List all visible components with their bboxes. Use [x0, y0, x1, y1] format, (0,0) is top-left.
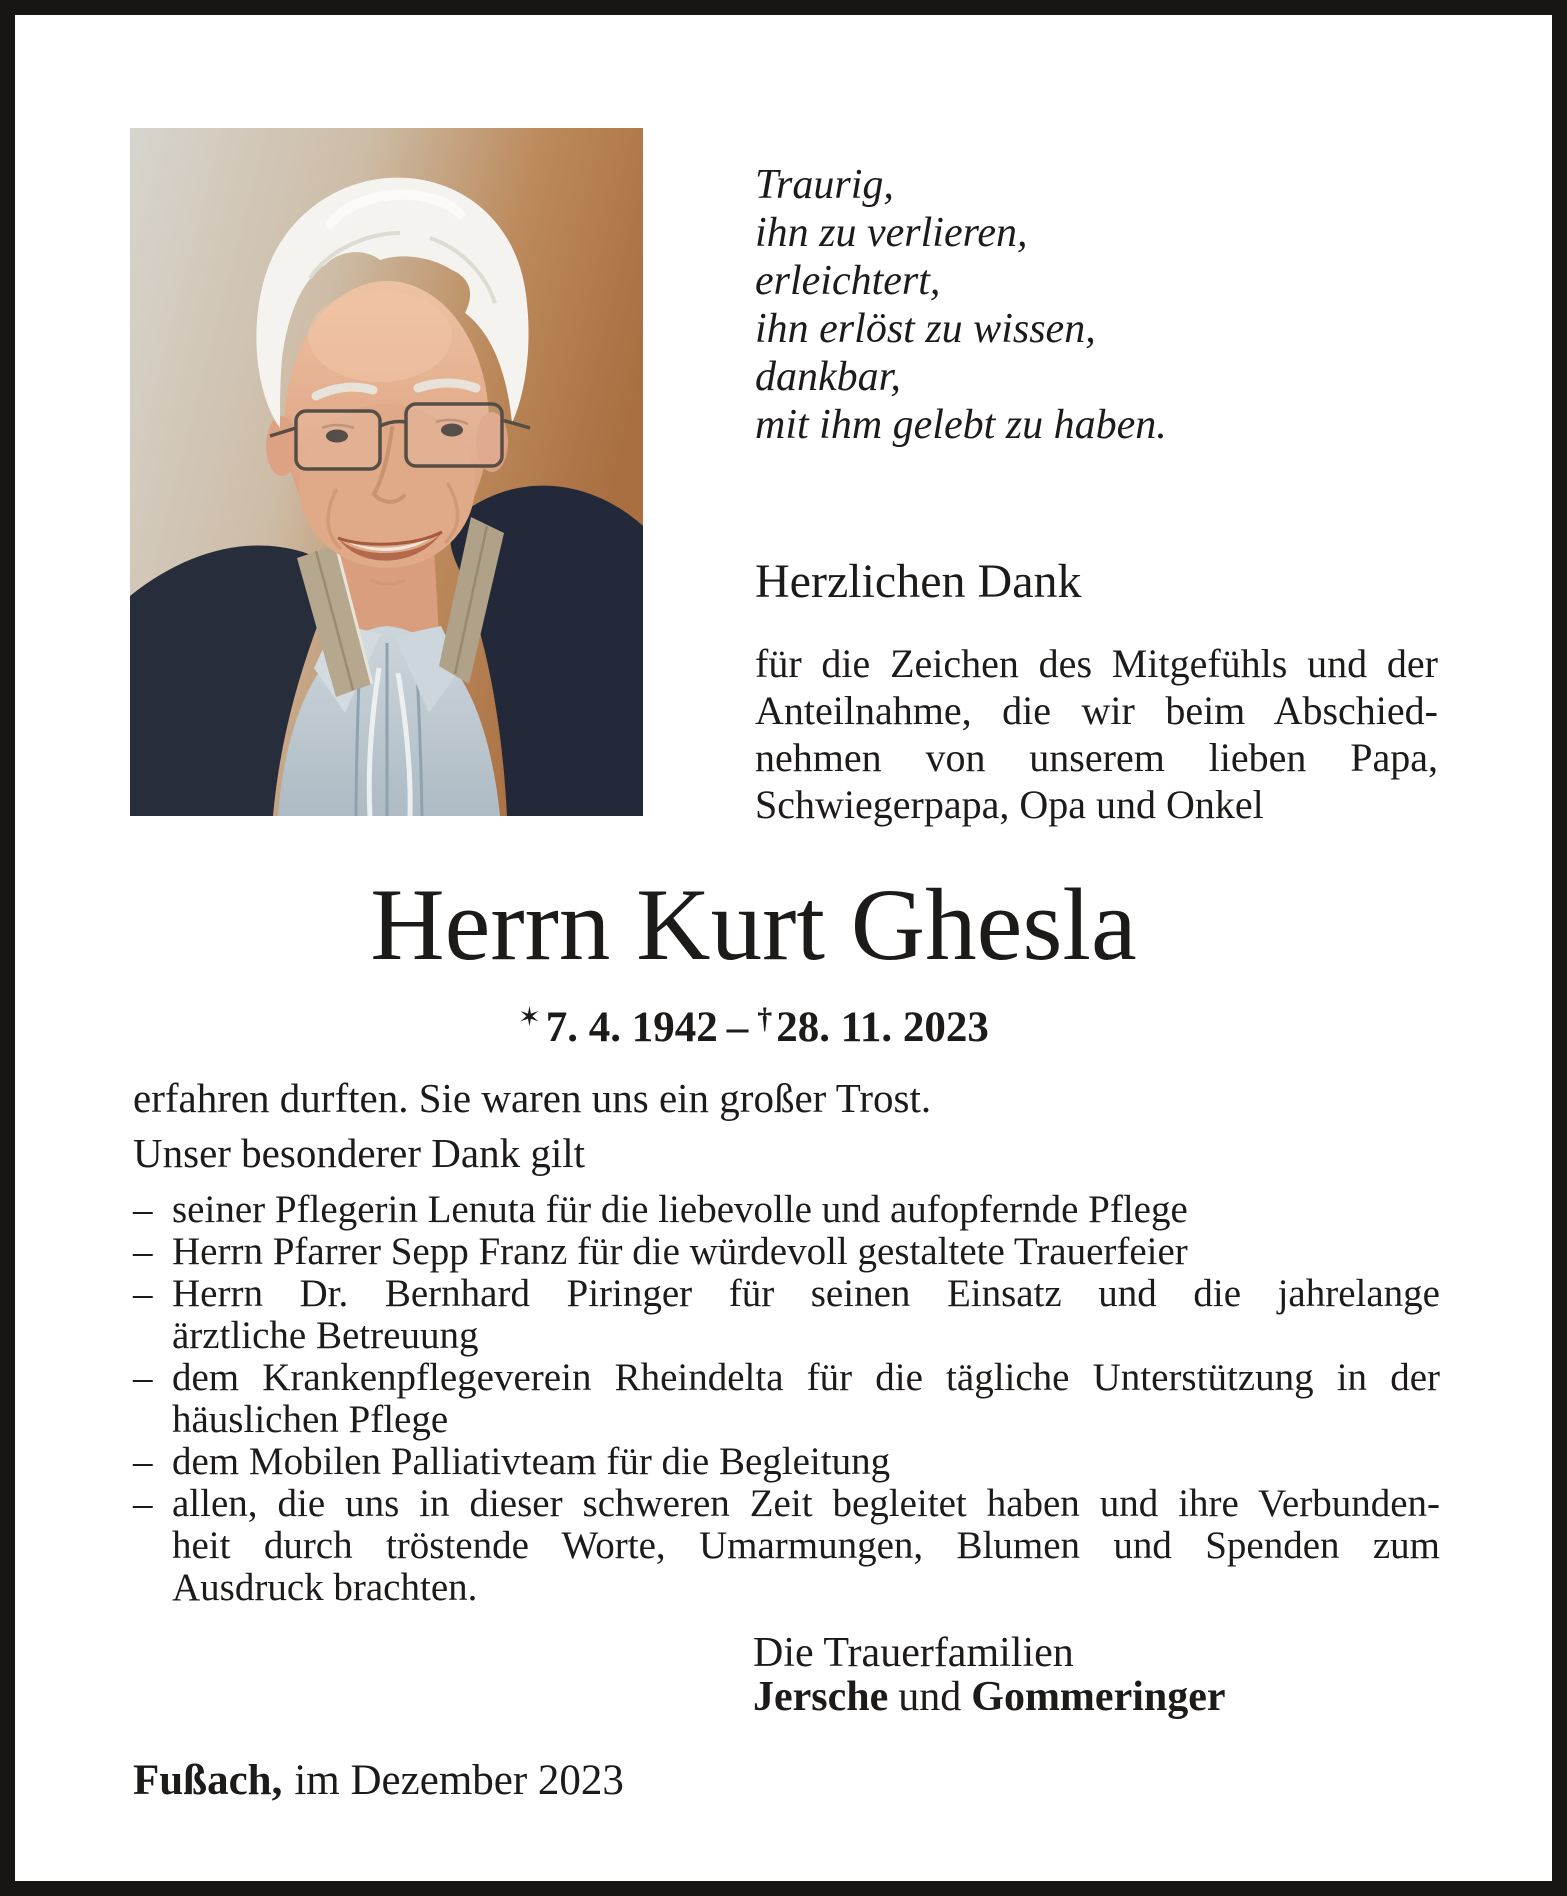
list-line: seiner Pflegerin Lenuta für die liebevolle und aufopfernde Pflege	[172, 1188, 1188, 1231]
list-line: dem Mobilen Palliativteam für die Begleitung	[172, 1440, 891, 1483]
thanks-paragraph	[755, 640, 1438, 828]
list-line: Ausdruck brachten.	[172, 1566, 478, 1609]
family-name: Jersche	[753, 1674, 889, 1720]
portrait-photo	[130, 128, 643, 816]
special-thanks-intro: Unser besonderer Dank gilt	[133, 1130, 586, 1176]
list-line: Herrn Dr. Bernhard Piringer für seinen Einsatz und die jahrelange	[172, 1272, 1440, 1315]
paragraph-line: Schwiegerpapa, Opa und Onkel	[755, 782, 1264, 827]
bullet-dash: –	[133, 1356, 153, 1399]
list-line: häuslichen Pflege	[172, 1398, 449, 1441]
trost-line: erfahren durften. Sie waren uns ein großer Trost.	[133, 1075, 932, 1121]
family-name: Gommeringer	[971, 1674, 1226, 1720]
list-item	[133, 1483, 1440, 1609]
list-item	[133, 1441, 1440, 1483]
list-item	[133, 1231, 1440, 1273]
thanks-list	[133, 1189, 1440, 1609]
paragraph-line: für die Zeichen des Mitgefühls und der	[755, 641, 1438, 686]
list-line: allen, die uns in dieser schweren Zeit begleitet haben und ihre Verbunden-	[172, 1482, 1440, 1525]
list-item	[133, 1273, 1440, 1357]
bullet-dash: –	[133, 1230, 153, 1273]
footer-line	[133, 1756, 624, 1806]
poem	[755, 161, 1167, 449]
poem-line: erleichtert,	[755, 258, 941, 304]
death-date: 28. 11. 2023	[776, 1004, 989, 1051]
deceased-name-heading: Herrn Kurt Ghesla	[370, 868, 1137, 982]
footer-date: im Dezember 2023	[294, 1757, 624, 1804]
list-line: dem Krankenpflegeverein Rheindelta für die tägliche Unterstützung in der	[172, 1356, 1440, 1399]
list-item	[133, 1357, 1440, 1441]
bullet-dash: –	[133, 1482, 153, 1525]
signature-families	[753, 1675, 1226, 1719]
poem-line: mit ihm gelebt zu haben.	[755, 402, 1167, 448]
death-cross-icon: †	[757, 1002, 773, 1035]
life-dates	[100, 1003, 1407, 1052]
bullet-dash: –	[133, 1272, 153, 1315]
portrait-photo-graphic	[130, 128, 643, 816]
thanks-heading: Herzlichen Dank	[755, 555, 1082, 608]
birth-star-icon: ✶	[518, 1002, 541, 1033]
footer-place: Fußach,	[133, 1757, 283, 1804]
birth-date: 7. 4. 1942	[545, 1004, 718, 1051]
list-item	[133, 1189, 1440, 1231]
poem-line: dankbar,	[755, 354, 901, 400]
paragraph-line: Anteilnahme, die wir beim Abschied-	[755, 688, 1438, 733]
poem-line: ihn zu verlieren,	[755, 210, 1028, 256]
list-line: heit durch tröstende Worte, Umarmungen, Blumen und Spenden zum	[172, 1524, 1440, 1567]
bullet-dash: –	[133, 1440, 153, 1483]
list-line: Herrn Pfarrer Sepp Franz für die würdevoll gestaltete Trauerfeier	[172, 1230, 1188, 1273]
signature-block	[753, 1631, 1226, 1719]
list-line: ärztliche Betreuung	[172, 1314, 479, 1357]
poem-line: Traurig,	[755, 162, 894, 208]
signature-intro: Die Trauerfamilien	[753, 1630, 1074, 1676]
poem-line: ihn erlöst zu wissen,	[755, 306, 1096, 352]
date-separator: –	[726, 1004, 749, 1051]
signature-connector: und	[898, 1674, 962, 1720]
bullet-dash: –	[133, 1188, 153, 1231]
paragraph-line: nehmen von unserem lieben Papa,	[755, 735, 1438, 780]
